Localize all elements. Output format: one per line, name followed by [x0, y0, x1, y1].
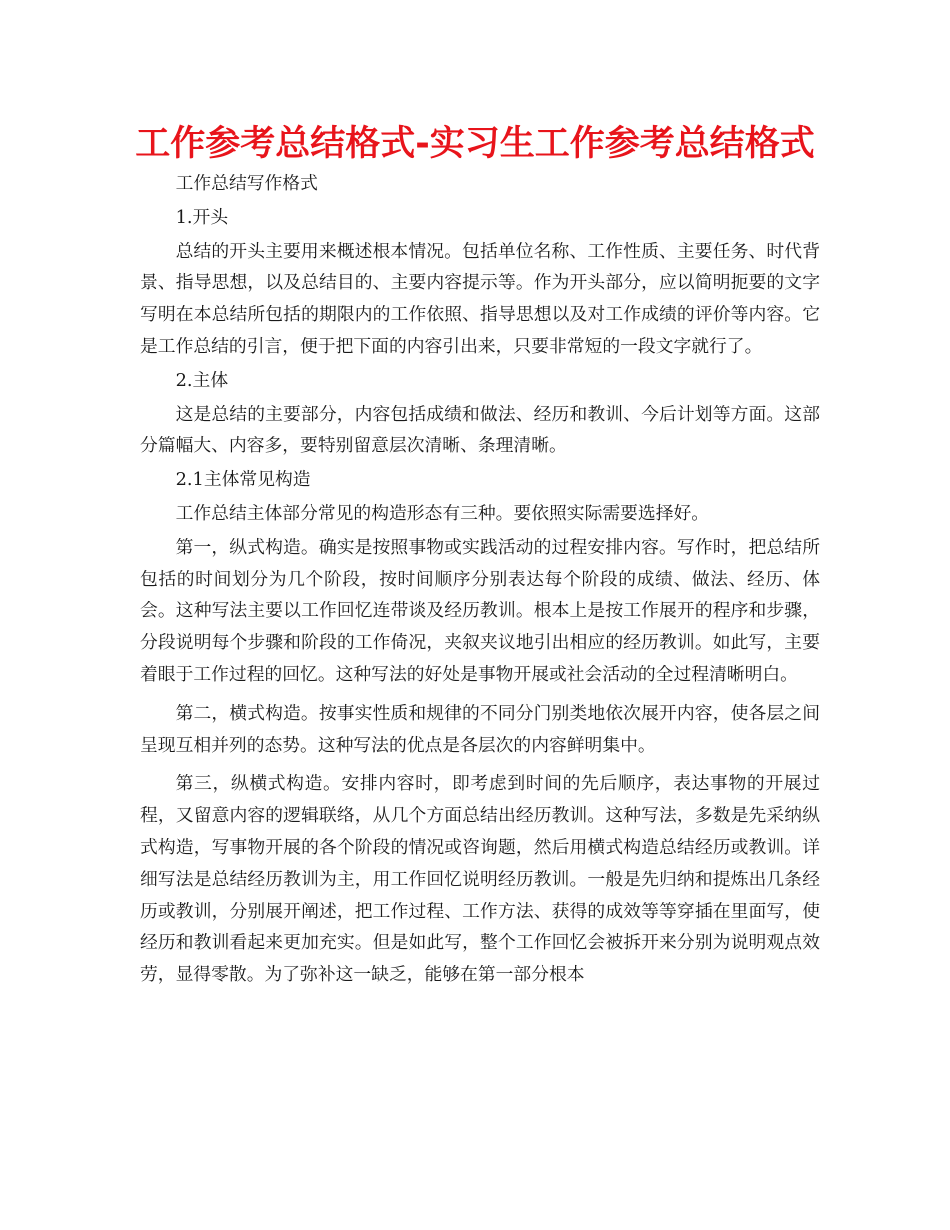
paragraph-heading-format: 工作总结写作格式	[175, 173, 318, 194]
paragraph-heading-opening: 1.开头	[175, 206, 229, 228]
document-body	[140, 168, 820, 993]
paragraph-opening-text: 总结的开头主要用来概述根本情况。包括单位名称、工作性质、主要任务、时代背景、指导思想，以及总结目的、主要内容提示等。作为开头部分，应以简明扼要的文字写明在本总结所包括的期限内的工作依照、指导思想以及对工作成绩的评价等内容。它是工作总结的引言，便于把下面的内容引出来，只要非常短的一段文字就行了。	[140, 240, 820, 357]
document-title: 工作参考总结格式-实习生工作参考总结格式	[135, 124, 815, 164]
paragraph-heading-structure: 2.1主体常见构造	[175, 469, 311, 491]
paragraph-main-text: 这是总结的主要部分，内容包括成绩和做法、经历和教训、今后计划等方面。这部分篇幅大、内容多，要特别留意层次清晰、条理清晰。	[140, 403, 820, 457]
paragraph-horizontal-structure: 第二，横式构造。按事实性质和规律的不同分门别类地依次展开内容，使各层之间呈现互相并列的态势。这种写法的优点是各层次的内容鲜明集中。	[140, 702, 820, 756]
paragraph-vertical-structure: 第一，纵式构造。确实是按照事物或实践活动的过程安排内容。写作时，把总结所包括的时间划分为几个阶段，按时间顺序分别表达每个阶段的成绩、做法、经历、体会。这种写法主要以工作回忆连带谈及经历教训。根本上是按工作展开的程序和步骤，分段说明每个步骤和阶段的工作倚况，夹叙夹议地引出相应的经历教训。如此写，主要着眼于工作过程的回忆。这种写法的好处是事物开展或社会活动的全过程清晰明白。	[140, 536, 820, 685]
paragraph-mixed-structure: 第三，纵横式构造。安排内容时，即考虑到时间的先后顺序，表达事物的开展过程，又留意内容的逻辑联络，从几个方面总结出经历教训。这种写法，多数是先采纳纵式构造，写事物开展的各个阶段的情况或咨询题，然后用横式构造总结经历或教训。详细写法是总结经历教训为主，用工作回忆说明经历教训。一般是先归纳和提炼出几条经历或教训，分别展开阐述，把工作过程、工作方法、获得的成效等等穿插在里面写，使经历和教训看起来更加充实。但是如此写，整个工作回忆会被拆开来分别为说明观点效劳，显得零散。为了弥补这一缺乏，能够在第一部分根本	[140, 773, 820, 986]
paragraph-structure-intro: 工作总结主体部分常见的构造形态有三种。要依照实际需要选择好。	[175, 502, 710, 524]
paragraph-heading-main: 2.主体	[175, 369, 229, 391]
